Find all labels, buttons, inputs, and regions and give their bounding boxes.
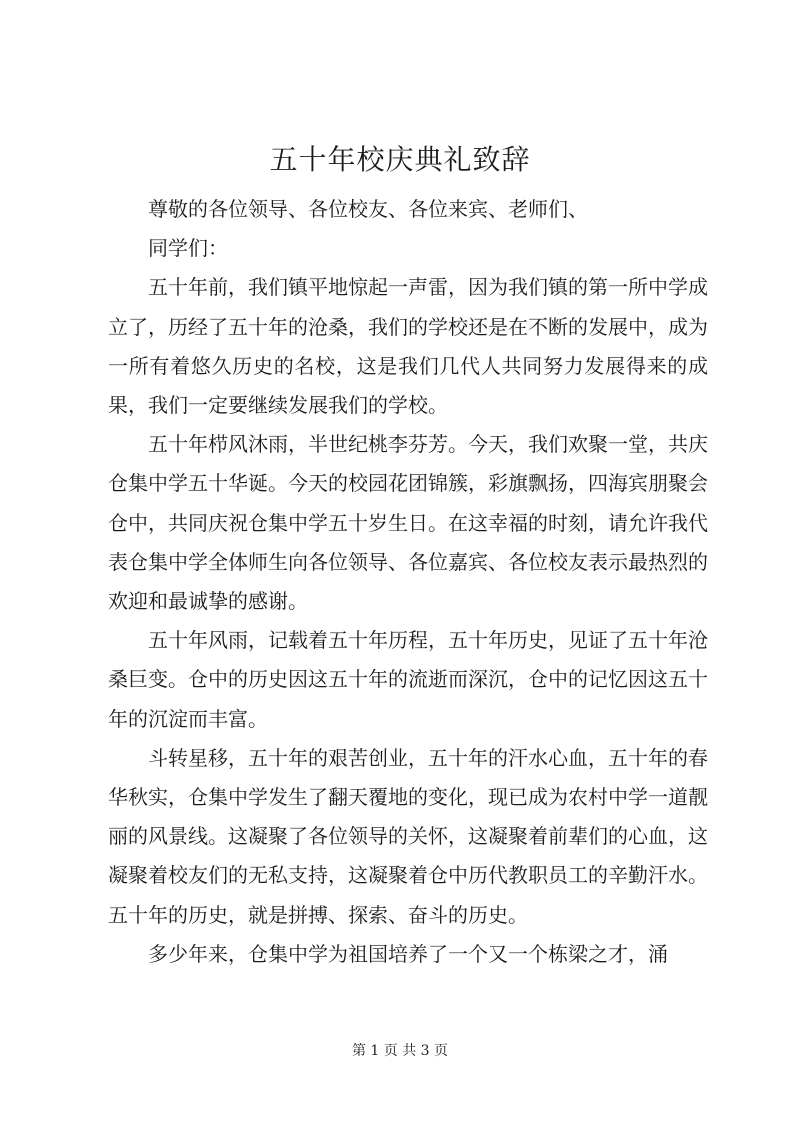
paragraph-changes: 斗转星移，五十年的艰苦创业，五十年的汗水心血，五十年的春华秋实，仓集中学发生了翻天覆地的变化，现已成为农村中学一道靓丽的风景线。这凝聚了各位领导的关怀，这凝聚着前辈们的心血，这凝聚着校友们的无私支持，这凝聚着仓中历代教职员工的辛勤汗水。五十年的历史，就是拼搏、探索、奋斗的历史。 (108, 745, 708, 927)
paragraph-talents: 多少年来，仓集中学为祖国培养了一个又一个栋梁之才，涌 (148, 941, 668, 966)
paragraph-celebration: 五十年栉风沐雨，半世纪桃李芬芳。今天，我们欢聚一堂，共庆仓集中学五十华诞。今天的校园花团锦簇，彩旗飘扬，四海宾朋聚会仓中，共同庆祝仓集中学五十岁生日。在这幸福的时刻，请允许我代表仓集中学全体师生向各位领导、各位嘉宾、各位校友表示最热烈的欢迎和最诚挚的感谢。 (108, 432, 708, 614)
document-body (108, 190, 708, 974)
paragraph-history: 五十年风雨，记载着五十年历程，五十年历史，见证了五十年沧桑巨变。仓中的历史因这五十年的流逝而深沉，仓中的记忆因这五十年的沉淀而丰富。 (108, 628, 708, 731)
document-title: 五十年校庆典礼致辞 (269, 143, 531, 176)
salutation-line-1: 尊敬的各位领导、各位校友、各位来宾、老师们、 (148, 197, 588, 221)
paragraph-founding: 五十年前，我们镇平地惊起一声雷，因为我们镇的第一所中学成立了，历经了五十年的沧桑，我们的学校还是在不断的发展中，成为一所有着悠久历史的名校，这是我们几代人共同努力发展得来的成果，我们一定要继续发展我们的学校。 (108, 275, 708, 418)
page-number-footer: 第 1 页 共 3 页 (351, 1043, 449, 1059)
salutation-line-2: 同学们： (148, 236, 228, 261)
